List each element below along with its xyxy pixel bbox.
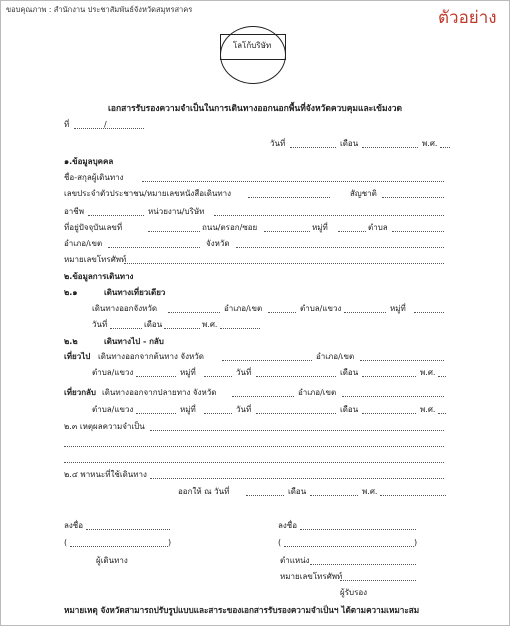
occupation-label: อาชีพ xyxy=(64,207,84,216)
s21-year-label: พ.ศ. xyxy=(202,320,218,329)
road-label: ถนน/ตรอก/ซอย xyxy=(202,223,258,232)
fill-in-line xyxy=(392,231,444,232)
return-year-label: พ.ศ. xyxy=(420,405,436,414)
fill-in-line xyxy=(290,147,336,148)
id-label: เลขประจำตัวประชาชน/หมายเลขหนังสือเดินทาง xyxy=(64,189,232,198)
date-day-label: วันที่ xyxy=(270,139,286,148)
fill-in-line xyxy=(340,580,416,581)
traveler-paren-close: ) xyxy=(168,538,172,547)
section22-label: เดินทางไป - กลับ xyxy=(104,337,164,346)
fill-in-line xyxy=(136,413,176,414)
outbound-moo-label: หมู่ที่ xyxy=(180,368,196,377)
certifier-sign-label: ลงชื่อ xyxy=(278,521,298,530)
fill-in-line xyxy=(256,413,336,414)
fill-in-line xyxy=(110,328,142,329)
sample-label: ตัวอย่าง xyxy=(438,8,497,28)
outbound-label: เที่ยวไป xyxy=(64,352,91,361)
outbound-day-label: วันที่ xyxy=(236,368,252,377)
fill-in-line xyxy=(64,446,444,447)
certifier-caption: ผู้รับรอง xyxy=(340,588,368,597)
fill-in-line xyxy=(236,247,444,248)
s21-day-label: วันที่ xyxy=(92,320,108,329)
tambon-label: ตำบล xyxy=(368,223,388,232)
certifier-paren-open: ( xyxy=(278,538,282,547)
fill-in-line xyxy=(214,215,444,216)
return-label: เที่ยวกลับ xyxy=(64,388,97,397)
date-month-label: เดือน xyxy=(340,139,359,148)
address-label: ที่อยู่ปัจจุบันเลขที่ xyxy=(64,223,123,232)
fill-in-line xyxy=(248,197,330,198)
certifier-paren-close: ) xyxy=(414,538,418,547)
issued-label: ออกให้ ณ วันที่ xyxy=(178,487,230,496)
issued-month-label: เดือน xyxy=(288,487,307,496)
fill-in-line xyxy=(344,312,386,313)
section22-number: ๒.๒ xyxy=(64,337,78,346)
fill-in-line xyxy=(362,376,416,377)
fill-in-line xyxy=(168,312,220,313)
fill-in-line xyxy=(360,360,444,361)
fill-in-line xyxy=(310,495,358,496)
return-day-label: วันที่ xyxy=(236,405,252,414)
fill-in-line xyxy=(204,376,232,377)
traveler-paren-open: ( xyxy=(64,538,68,547)
fill-in-line xyxy=(108,247,200,248)
outbound-month-label: เดือน xyxy=(340,368,359,377)
fill-in-line xyxy=(268,312,296,313)
fill-in-line xyxy=(342,396,444,397)
fill-in-line xyxy=(70,546,168,547)
outbound-amphoe-label: อำเภอ/เขต xyxy=(316,352,355,361)
fill-in-line xyxy=(438,376,446,377)
agency-label: หน่วยงาน/บริษัท xyxy=(148,207,205,216)
section1-heading: ๑.ข้อมูลบุคคล xyxy=(64,157,114,166)
s21-month-label: เดือน xyxy=(144,320,163,329)
name-label: ชื่อ-สกุลผู้เดินทาง xyxy=(64,173,124,182)
traveler-caption: ผู้เดินทาง xyxy=(96,556,128,565)
s21-tambon-label: ตำบล/แขวง xyxy=(300,304,342,313)
footnote: หมายเหตุ จังหวัดสามารถปรับรูปแบบและสาระของเอกสารรับรองความจำเป็นฯ ได้ตามความเหมาะสม xyxy=(64,605,420,615)
return-amphoe-label: อำเภอ/เขต xyxy=(298,388,337,397)
nationality-label: สัญชาติ xyxy=(350,189,377,198)
section21-label: เดินทางเที่ยวเดียว xyxy=(104,288,166,297)
section21-number: ๒.๑ xyxy=(64,288,78,297)
fill-in-line xyxy=(74,128,144,129)
fill-in-line xyxy=(148,231,200,232)
s21-moo-label: หมู่ที่ xyxy=(390,304,406,313)
fill-in-line xyxy=(220,328,260,329)
document-title: เอกสารรับรองความจำเป็นในการเดินทางออกนอกพื้นที่จังหวัดควบคุมและเข้มงวด xyxy=(108,104,402,114)
return-moo-label: หมู่ที่ xyxy=(180,405,196,414)
certifier-phone-label: หมายเลขโทรศัพท์ xyxy=(280,572,343,581)
fill-in-line xyxy=(142,181,444,182)
amphoe-label: อำเภอ/เขต xyxy=(64,239,103,248)
fill-in-line xyxy=(136,376,176,377)
fill-in-line xyxy=(150,430,444,431)
date-year-label: พ.ศ. xyxy=(422,139,438,148)
vehicle-label: ๒.๔ พาหนะที่ใช้เดินทาง xyxy=(64,470,147,479)
outbound-text: เดินทางออกจากต้นทาง จังหวัด xyxy=(98,352,204,361)
position-label: ตำแหน่ง xyxy=(280,556,310,565)
fill-in-line xyxy=(440,147,450,148)
fill-in-line xyxy=(124,263,444,264)
doc-number-slash: / xyxy=(104,120,107,129)
fill-in-line xyxy=(338,231,366,232)
phone-label: หมายเลขโทรศัพท์ xyxy=(64,255,127,264)
outbound-year-label: พ.ศ. xyxy=(420,368,436,377)
fill-in-line xyxy=(438,413,446,414)
fill-in-line xyxy=(414,312,444,313)
fill-in-line xyxy=(284,546,414,547)
fill-in-line xyxy=(164,328,200,329)
s21-province-label: เดินทางออกจังหวัด xyxy=(92,304,158,313)
fill-in-line xyxy=(362,147,418,148)
fill-in-line xyxy=(380,495,446,496)
return-month-label: เดือน xyxy=(340,405,359,414)
moo-label: หมู่ที่ xyxy=(312,223,328,232)
fill-in-line xyxy=(362,413,416,414)
section2-heading: ๒.ข้อมูลการเดินทาง xyxy=(64,272,134,281)
fill-in-line xyxy=(204,413,232,414)
logo-label: โลโก้บริษัท xyxy=(232,41,272,50)
fill-in-line xyxy=(310,564,416,565)
province-label: จังหวัด xyxy=(206,239,230,248)
fill-in-line xyxy=(86,529,170,530)
outbound-tambon-label: ตำบล/แขวง xyxy=(92,368,134,377)
return-text: เดินทางออกจากปลายทาง จังหวัด xyxy=(102,388,217,397)
fill-in-line xyxy=(300,529,416,530)
fill-in-line xyxy=(264,231,310,232)
s21-amphoe-label: อำเภอ/เขต xyxy=(224,304,263,313)
fill-in-line xyxy=(150,478,444,479)
fill-in-line xyxy=(232,396,294,397)
traveler-sign-label: ลงชื่อ xyxy=(64,521,84,530)
fill-in-line xyxy=(222,360,312,361)
return-tambon-label: ตำบล/แขวง xyxy=(92,405,134,414)
fill-in-line xyxy=(246,495,284,496)
reason-label: ๒.๓ เหตุผลความจำเป็น xyxy=(64,422,145,431)
fill-in-line xyxy=(256,376,336,377)
fill-in-line xyxy=(382,197,444,198)
photo-credit: ขอบคุณภาพ : สำนักงาน ประชาสัมพันธ์จังหวัดสมุทรสาคร xyxy=(6,5,193,14)
issued-year-label: พ.ศ. xyxy=(362,487,378,496)
doc-number-label: ที่ xyxy=(64,120,70,129)
fill-in-line xyxy=(64,462,444,463)
fill-in-line xyxy=(88,215,144,216)
